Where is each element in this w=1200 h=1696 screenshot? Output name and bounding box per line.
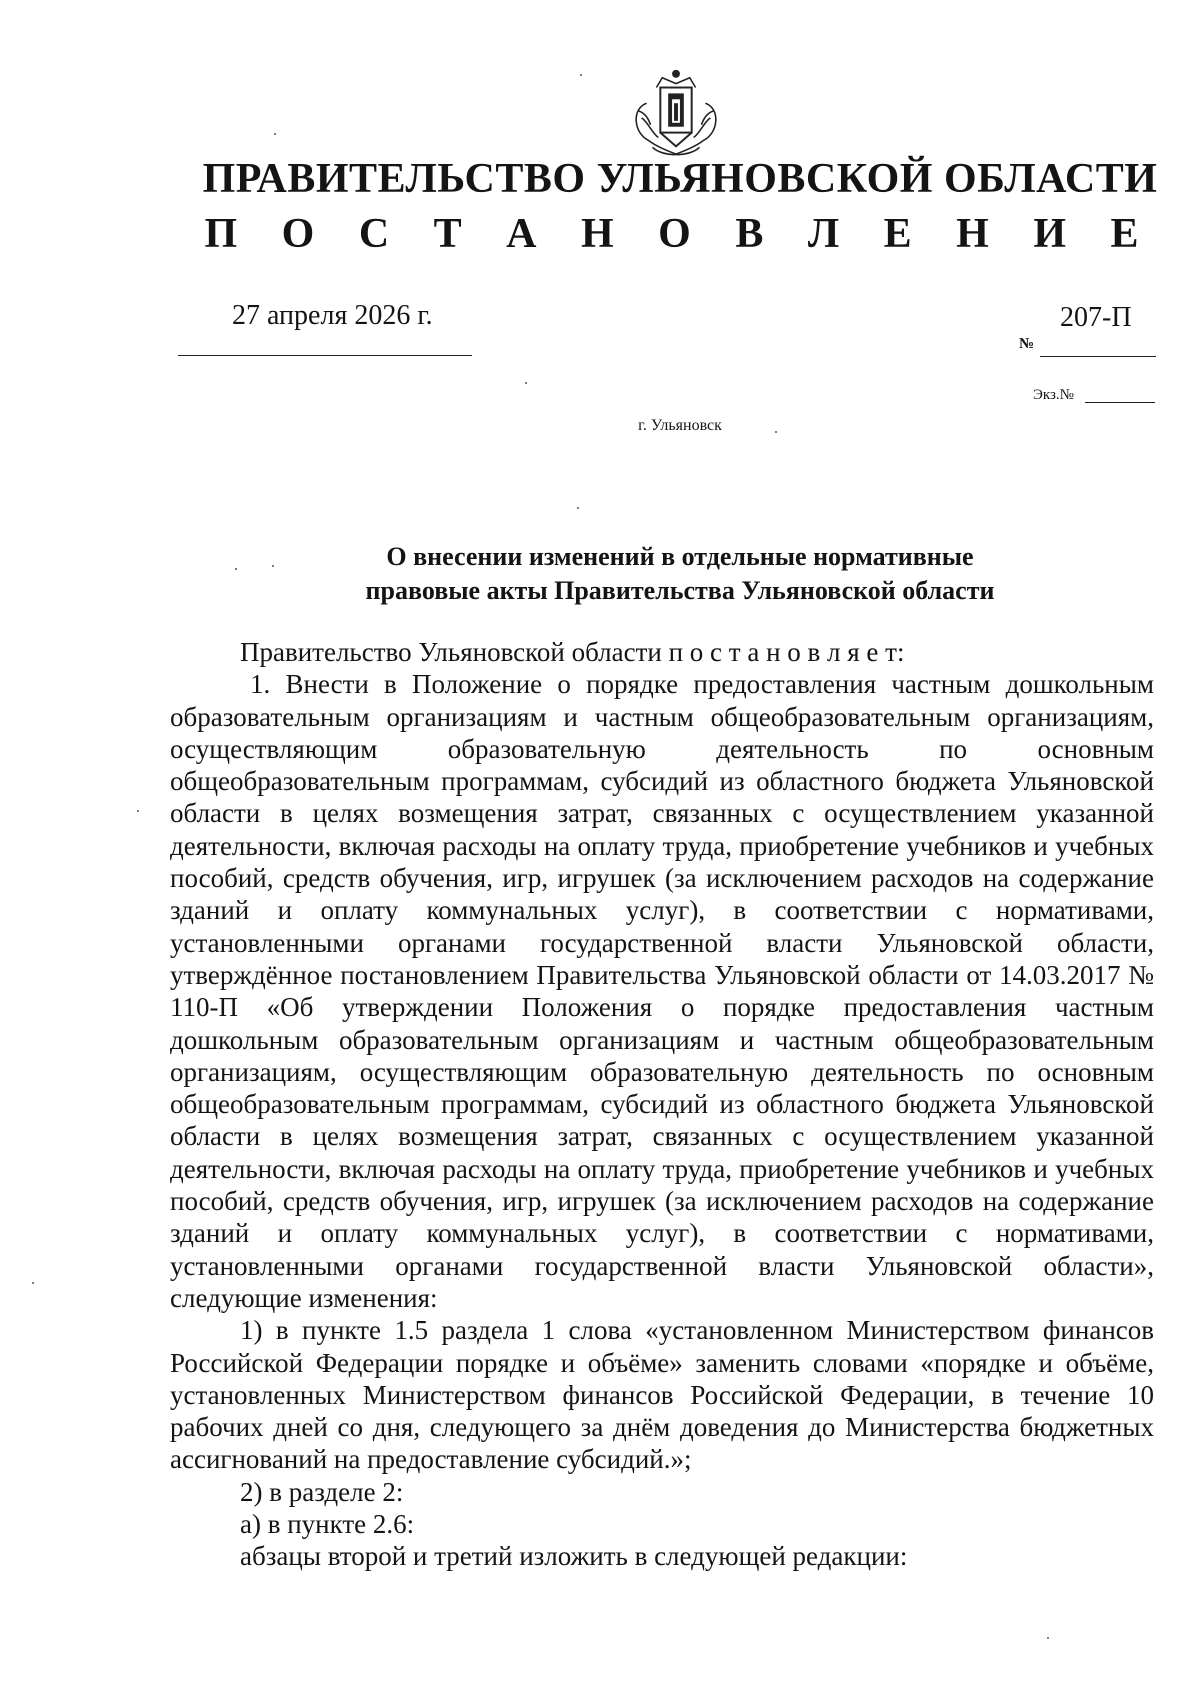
- date-underline: [178, 355, 472, 356]
- item-1-2a-paragraph: а) в пункте 2.6:: [240, 1509, 415, 1540]
- preamble-verb: п о с т а н о в л я е т:: [668, 637, 905, 667]
- document-date: 27 апреля 2026 г.: [232, 300, 433, 331]
- document-number: 207-П: [1060, 302, 1132, 333]
- document-body: [170, 636, 1154, 1573]
- document-subject: [270, 540, 1090, 608]
- scan-speck: [235, 568, 237, 570]
- item-1-2a-text-paragraph: абзацы второй и третий изложить в следующей редакции:: [240, 1541, 908, 1572]
- scan-speck: [272, 565, 274, 567]
- item-1-2-paragraph: 2) в разделе 2:: [240, 1476, 404, 1507]
- scan-speck: [580, 74, 582, 76]
- scan-speck: [525, 382, 527, 384]
- copy-number-label: Экз.№: [1033, 387, 1074, 403]
- scan-speck: [274, 133, 276, 135]
- subject-line-1: О внесении изменений в отдельные нормативные: [386, 542, 974, 571]
- government-title: ПРАВИТЕЛЬСТВО УЛЬЯНОВСКОЙ ОБЛАСТИ: [202, 156, 1158, 202]
- number-label: №: [1019, 336, 1035, 352]
- scan-speck: [32, 1282, 34, 1284]
- number-underline: [1040, 356, 1156, 357]
- item-1-paragraph: 1. Внести в Положение о порядке предоставления частным дошкольным образовательным организациям и частным общеобразовательным организациям, осуществляющим образовательную деятельность по основным общеобразовательным программам, субсидий из областного бюджета Ульяновской области в целях возмещения затрат, связанных с осуществлением указанной деятельности, включая расходы на оплату труда, приобретение учебников и учебных пособий, средств обучения, игр, игрушек (за исключением расходов на содержание зданий и оплату коммунальных услуг), в соответствии с нормативами, установленными органами государственной власти Ульяновской области, утверждённое постановлением Правительства Ульяновской области от 14.03.2017 № 110-П «Об утверждении Положения о порядке предоставления частным дошкольным образовательным организациям и частным общеобразовательным организациям, осуществляющим образовательную деятельность по основным общеобразовательным программам, субсидий из областного бюджета Ульяновской области в целях возмещения затрат, связанных с осуществлением указанной деятельности, включая расходы на оплату труда, приобретение учебников и учебных пособий, средств обучения, игр, игрушек (за исключением расходов на содержание зданий и оплату коммунальных услуг), в соответствии с нормативами, установленными органами государственной власти Ульяновской области», следующие изменения:: [170, 669, 1154, 1313]
- preamble-text: Правительство Ульяновской области: [240, 637, 662, 667]
- scan-speck: [775, 431, 777, 433]
- coat-of-arms-emblem: [627, 64, 725, 162]
- city-name: г. Ульяновск: [638, 417, 722, 434]
- item-1-1-paragraph: 1) в пункте 1.5 раздела 1 слова «установленном Министерством финансов Российской Федерации порядке и объёме» заменить словами «порядке и объёме, установленных Министерством финансов Российской Федерации, в течение 10 рабочих дней со дня, следующего за днём доведения до Министерства бюджетных ассигнований на предоставление субсидий.»;: [170, 1315, 1154, 1475]
- copy-number-underline: [1085, 402, 1155, 403]
- subject-line-2: правовые акты Правительства Ульяновской области: [365, 576, 995, 605]
- scan-speck: [1047, 1637, 1049, 1639]
- scan-speck: [137, 810, 139, 812]
- scan-speck: [577, 507, 579, 509]
- preamble-paragraph: [170, 636, 1154, 668]
- document-type-title: П О С Т А Н О В Л Е Н И Е: [204, 211, 1156, 257]
